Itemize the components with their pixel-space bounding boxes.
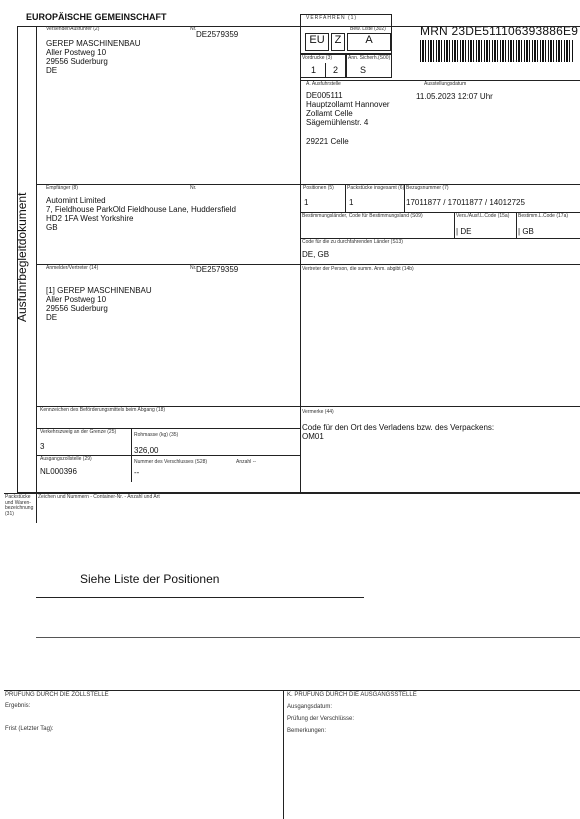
versender-line: DE	[46, 66, 58, 75]
pruefung-divider	[283, 690, 284, 819]
verfahren-label: VERFAHREN (1)	[306, 15, 358, 21]
positionen-label: Positionen (5)	[303, 185, 334, 191]
durchfuehrung-label: Code für die zu durchfahrenden Länder (S13)	[302, 239, 403, 245]
empfaenger-line: Automint Limited	[46, 196, 106, 205]
laender-divider	[516, 212, 517, 238]
ausfuhrstelle-line: Sägemühlenstr. 4	[306, 118, 369, 127]
positionen-value: 1	[304, 198, 309, 207]
rohmasse-value: 326,00	[134, 446, 159, 455]
packstuecke-value: 1	[349, 198, 354, 207]
empfaenger-line: HD2 1FA West Yorkshire	[46, 214, 134, 223]
empfaenger-line: 7, Fieldhouse ParkOld Fieldhouse Lane, Huddersfield	[46, 205, 236, 214]
bestimmung-label: Bestimm.L.Code (17a)	[518, 213, 569, 219]
verfahren-sub-label: Bew. Liste (302)	[350, 26, 386, 32]
verfahren-cell: EU	[305, 33, 329, 51]
laender-label: Bestimmungsländer, Code für Bestimmungsland (S09)	[302, 213, 423, 219]
pruefung-left-label: PRÜFUNG DURCH DIE ZOLLSTELLE	[5, 692, 109, 698]
main-form-frame	[17, 26, 580, 493]
versender-line: GEREP MASCHINENBAU	[46, 39, 141, 48]
anzahl-label: Anzahl --	[236, 459, 257, 465]
bezugsnummer-label: Bezugsnummer (7)	[406, 185, 449, 191]
vordrucke-value: 2	[333, 65, 339, 75]
versender-line: Aller Postweg 10	[46, 48, 107, 57]
verschluss-value: --	[134, 468, 140, 477]
vordrucke-value: 1	[311, 65, 317, 75]
vermerke-line: Code für den Ort des Verladens bzw. des Verpackens:	[302, 423, 495, 432]
pruefung-frist: Frist (Letzter Tag):	[5, 726, 54, 732]
ausfuhrstelle-label: A. Ausfuhrstelle	[306, 81, 341, 87]
positionen-divider	[345, 184, 346, 212]
mrn-number: MRN 23DE511106393886E9	[420, 24, 579, 38]
pruefung-right-line: Bemerkungen:	[287, 728, 327, 734]
document-title: EUROPÄISCHE GEMEINSCHAFT	[26, 12, 167, 22]
ausfuhrstelle-line: 29221 Celle	[306, 137, 349, 146]
anmelder-line: DE	[46, 313, 58, 322]
pruefung-top-line	[4, 690, 580, 691]
side-divider	[36, 26, 37, 493]
anmelder-nr: DE2579359	[196, 265, 239, 274]
empfaenger-label: Empfänger (8)	[46, 185, 78, 191]
ausgangsstelle-value: NL000396	[40, 467, 77, 476]
zeichen-bottom-line	[36, 637, 580, 638]
middle-divider	[300, 184, 301, 494]
versendung-label: Vers./Ausf.L.Code (15a)	[456, 213, 510, 219]
packstuecke-label: Packstücke insgesamt (6)	[347, 185, 405, 191]
verschluss-label: Nummer des Verschlusses (S28)	[134, 459, 208, 465]
side-label: Ausfuhrbegleitdokument	[15, 192, 29, 322]
durchfuehrung-value: DE, GB	[302, 250, 330, 259]
positionen-liste-text: Siehe Liste der Positionen	[80, 572, 220, 586]
anmelder-nr-label: Nr.	[190, 265, 197, 271]
vertreter-label: Vertreter der Person, die summ. Anm. abgibt (14b)	[302, 266, 414, 272]
zeichen-divider	[36, 493, 37, 523]
vermerke-label: Vermerke (44)	[302, 409, 334, 415]
empfaenger-nr-label: Nr.	[190, 185, 197, 191]
pruefung-right-label: K. PRÜFUNG DURCH DIE AUSGANGSSTELLE	[287, 692, 417, 698]
bestimmung-value: | GB	[518, 227, 534, 236]
versender-label: Versender/Ausführer (2)	[46, 26, 100, 32]
anmelder-label: Anmelder/Vertreter (14)	[46, 265, 99, 271]
anmelder-line: [1] GEREP MASCHINENBAU	[46, 286, 152, 295]
verkehr-value: 3	[40, 442, 45, 451]
empfaenger-line: GB	[46, 223, 58, 232]
zeichen-label: Zeichen und Nummern - Container-Nr. - Anzahl und Art	[38, 494, 160, 500]
pruefung-ergebnis: Ergebnis:	[5, 703, 31, 709]
zeichen-left-label: Packstücke und Waren- bezeichnung (31)	[5, 494, 34, 517]
versendung-value: | DE	[456, 227, 472, 236]
ausfuhrstelle-line: Zollamt Celle	[306, 109, 353, 118]
ausfuhrstelle-line: DE005111	[306, 91, 343, 100]
ausgangsstelle-label: Ausgangszollstelle (29)	[40, 456, 92, 462]
rohmasse-label: Rohmasse (kg) (35)	[134, 432, 179, 438]
ann-value: S	[360, 65, 367, 75]
anmelder-line: Aller Postweg 10	[46, 295, 107, 304]
vermerke-line: OM01	[302, 432, 324, 441]
ausstellungsdatum-label: Ausstellungsdatum	[424, 81, 467, 87]
anmelder-top-line	[36, 264, 580, 265]
ausstellungsdatum: 11.05.2023 12:07 Uhr	[416, 92, 493, 101]
ann-label: Ann. Sicherh.(S00)	[348, 55, 391, 61]
packstuecke-divider	[404, 184, 405, 212]
vordrucke-divider	[325, 63, 326, 78]
verfahren-cell: Z	[331, 33, 345, 51]
pruefung-right-line: Prüfung der Verschlüsse:	[287, 716, 355, 722]
versender-line: 29556 Suderburg	[46, 57, 108, 66]
laender-divider	[454, 212, 455, 238]
versender-nr-label: Nr.	[190, 26, 197, 32]
verfahren-cell: A	[347, 33, 391, 51]
verkehr-label: Verkehrszweig an der Grenze (25)	[40, 429, 117, 435]
pruefung-right-line: Ausgangsdatum:	[287, 704, 333, 710]
ausfuhrstelle-line: Hauptzollamt Hannover	[306, 100, 390, 109]
abgang-label: Kennzeichen des Beförderungsmittels beim Abgang (18)	[40, 407, 166, 413]
versender-nr: DE2579359	[196, 30, 239, 39]
bezugsnummer-value: 17011877 / 17011877 / 14012725	[406, 198, 525, 207]
zeichen-underline	[36, 597, 364, 598]
vordrucke-label: Vordrucke (3)	[302, 55, 333, 61]
anmelder-line: 29556 Suderburg	[46, 304, 108, 313]
